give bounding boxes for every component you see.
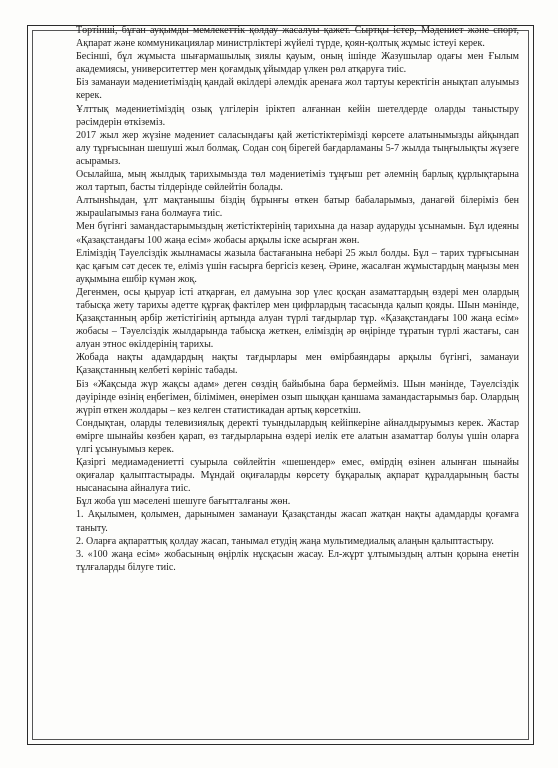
- paragraph: Бесінші, бұл жұмыста шығармашылық зиялы қауым, оның ішінде Жазушылар одағы мен Ғылым академиясы, университеттер мен қоғамдық ұйымдар үлкен рөл атқаруға тиіс.: [76, 51, 519, 76]
- list-item: 3. «100 жаңа есім» жобасының өңірлік нұсқасын жасау. Ел-жұрт ұлтымыздың алтын қорына енетін тұлғаларды білуге тиіс.: [76, 548, 519, 573]
- document-body: [76, 24, 519, 574]
- paragraph: Алтынshыдан, ұлт мақтанышы біздің бұрынғы өткен батыр бабаларымыз, данагөй білерімiз бен жыраularымыз ғана болмауға тиіс.: [76, 195, 519, 220]
- paragraph: Ұлттық мәдениетіміздің озық үлгілерін іріктеп алғаннан кейін шетелдерде оларды таныстыру рәсімдерін өткіземіз.: [76, 103, 519, 128]
- paragraph: Төртінші, бұған ауқымды мемлекеттік қолдау жасалуы қажет. Сыртқы істер, Мәдениет және спорт, Ақпарат және коммуникациялар министрліктері жүйелі түрде, қоян-қолтық жұмыс істеуі керек.: [76, 25, 519, 50]
- paragraph: Біз «Жақсыда жүр жақсы адам» деген сөздің байыбына бара бермейміз. Шын мәнінде, Тәуелсіздік дәуірінде өзінің еңбегімен, білімімен, өнерімен озып шыққан қаншама замандастарымыз бар. Олардың жүріп өткен жолдары – кез келген статистикадан артық көрсеткіш.: [76, 378, 519, 416]
- list-item: 2. Оларға ақпараттық қолдау жасап, танымал етудің жаңа мультимедиалық алаңын қалыптастыру.: [76, 535, 494, 547]
- paragraph: Біз заманауи мәдениетіміздің қандай өкілдері әлемдік аренаға жол тартуы керектігін анықтап алуымыз керек.: [76, 77, 519, 102]
- list-item: 1. Ақылымен, қолымен, дарынымен заманауи Қазақстанды жасап жатқан нақты адамдарды қоғамға таныту.: [76, 509, 519, 534]
- paragraph: Мен бүгінгі замандастарымыздың жетістіктерінің тарихына да назар аударуды ұсынамын. Бұл идеяны «Қазақстандағы 100 жаңа есім» жобасы арқылы іске асырған жөн.: [76, 221, 519, 246]
- paragraph: Дегенмен, осы қыруар істі атқарған, ел дамуына зор үлес қосқан азаматтардың өздері мен олардың табысқа жету тарихы әдетте құрғақ фактілер мен цифрлардың тасасында қалып қояды. Шын мәнінде, Қазақстанның әрбір жетістігінің артында алуан түрлі тағдырлар тұр. «Қазақстандағы 100 жаңа есім» жобасы – Тәуелсіздік жылдарында табысқа жеткен, еліміздің әр өңірінде тұратын түрлі жастағы, сан алуан этнос өкілдерінің тарихы.: [76, 286, 519, 351]
- paragraph: Еліміздің Тәуелсіздік жылнамасы жазыла бастағанына небәрі 25 жыл болды. Бұл – тарих тұрғысынан қас қағым сәт десек те, еліміз үшін ғасырға бергісіз кезең. Әрине, жасалған жұмыстардың маңызы мен ауқымына ешбір күмән жоқ.: [76, 247, 519, 285]
- paragraph: Осылайша, мың жылдық тарихымызда төл мәдениетіміз тұңғыш рет әлемнің барлық құрлықтарына жол тартып, басты тілдерінде сөйлейтін болады.: [76, 169, 519, 194]
- paragraph: Сондықтан, оларды телевизиялық деректі туындылардың кейіпкеріне айналдыруымыз керек. Жастар өмірге шынайы көзбен қарап, өз тағдырларына өздері иелік ете алатын азаматтар болуы үшін оларға үлгі ұсынуымыз керек.: [76, 417, 519, 455]
- paragraph: Қазіргі медиамәдениетті суырыла сөйлейтін «шешендер» емес, өмірдің өзінен алынған шынайы оқиғалар қалыптастырады. Мұндай оқиғаларды көрсету бұқаралық ақпарат құралдарының басты нысанасына айналуға тиіс.: [76, 457, 519, 495]
- paragraph: Бұл жоба үш мәселені шешуге бағытталғаны жөн.: [76, 496, 291, 508]
- paragraph: 2017 жыл жер жүзіне мәдениет саласындағы қай жетістіктерімізді көрсете алатынымызды айқындап алу тұрғысынан шешуші жыл болмақ. Содан соң бірегей бағдарламаны 5-7 жылда тыңғылықты жүзеге асырамыз.: [76, 129, 519, 167]
- paragraph: Жобада нақты адамдардың нақты тағдырлары мен өмірбаяндары арқылы бүгінгі, заманауи Қазақстанның келбеті көрініс табады.: [76, 352, 519, 377]
